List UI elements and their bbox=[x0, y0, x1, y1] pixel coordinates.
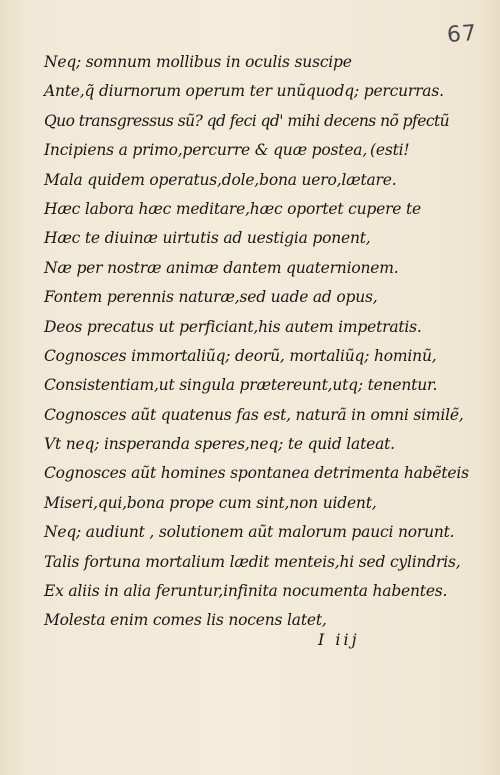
text-line: Neq; audiunt , solutionem aũt malorum pauci norunt. bbox=[44, 523, 455, 542]
line-overrun: (esti! bbox=[370, 141, 410, 160]
text-line: Miseri,qui,bona prope cum sint,non uident, bbox=[44, 493, 377, 512]
text-line: Ex aliis in alia feruntur,infinita nocumenta habentes. bbox=[44, 582, 448, 601]
text-line: Deos precatus ut perficiant,his autem impetratis. bbox=[44, 317, 422, 336]
text-line: Mala quidem operatus,dole,bona uero,lætare. bbox=[44, 170, 397, 189]
folio-number: 67 bbox=[446, 20, 478, 49]
text-line-main: Incipiens a primo,percurre & quæ postea, bbox=[44, 141, 368, 160]
text-line: Vt neq; insperanda speres,neq; te quid lateat. bbox=[44, 435, 395, 454]
text-line: Ante,q̃ diurnorum operum ter unũquodq; percurras. bbox=[44, 82, 444, 101]
text-line: Quo transgressus sũ? qd feci qd' mihi decens nõ pfectũ bbox=[44, 111, 450, 130]
text-line: Hæc labora hæc meditare,hæc oportet cupere te bbox=[44, 199, 421, 218]
text-line: Cognosces immortaliũq; deorũ, mortaliũq; hominũ, bbox=[44, 346, 437, 365]
text-line: Neq; somnum mollibus in oculis suscipe bbox=[44, 53, 352, 71]
text-line: Molesta enim comes lis nocens latet, bbox=[44, 611, 327, 630]
text-block bbox=[44, 48, 469, 636]
signature-mark: I iij bbox=[318, 630, 360, 649]
text-line: Cognosces aũt quatenus fas est, naturã in omni similẽ, bbox=[44, 405, 464, 424]
text-line: Næ per nostræ animæ dantem quaternionem. bbox=[44, 258, 399, 277]
text-line: Talis fortuna mortalium lædit menteis,hi sed cylindris, bbox=[44, 552, 461, 571]
text-line: Cognosces aũt homines spontanea detrimenta habẽteis bbox=[44, 464, 469, 483]
text-line: Hæc te diuinæ uirtutis ad uestigia ponent, bbox=[44, 229, 371, 248]
text-line: Fontem perennis naturæ,sed uade ad opus, bbox=[44, 288, 378, 307]
text-line: Consistentiam,ut singula prætereunt,utq; tenentur. bbox=[44, 376, 438, 395]
text-line bbox=[44, 136, 464, 165]
